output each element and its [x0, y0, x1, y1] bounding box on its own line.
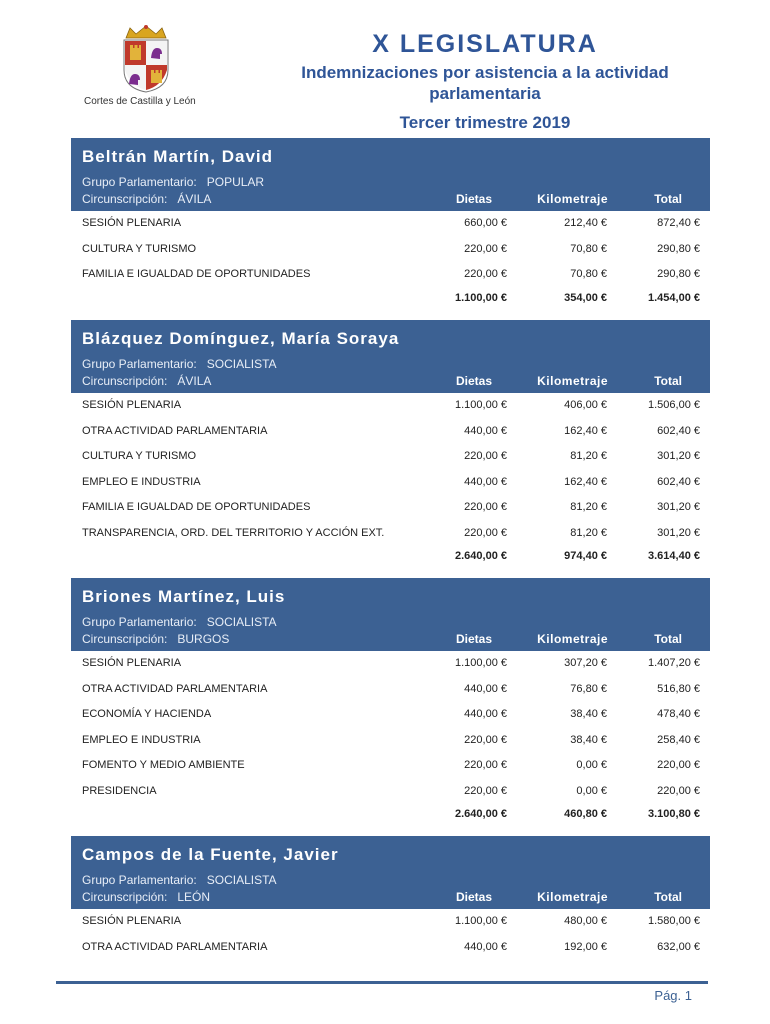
total-cell: 516,80 € — [657, 682, 700, 695]
deputy-block — [71, 836, 710, 960]
total-cell: 301,20 € — [657, 501, 700, 513]
km-cell: 81,20 € — [570, 450, 607, 462]
col-header-dietas: Dietas — [455, 192, 492, 206]
km-cell: 76,80 € — [570, 682, 607, 695]
total-total: 3.100,80 € — [648, 808, 700, 820]
km-cell: 0,00 € — [576, 784, 607, 797]
grupo-line — [82, 175, 264, 189]
concept-cell: CULTURA Y TURISMO — [82, 450, 197, 462]
km-cell: 192,00 € — [564, 940, 607, 953]
col-header-total: Total — [654, 890, 682, 904]
concept-cell: SESIÓN PLENARIA — [82, 217, 182, 229]
grupo-value: POPULAR — [206, 175, 265, 189]
col-header-kilometraje: Kilometraje — [537, 192, 608, 206]
table-row — [71, 702, 710, 728]
total-cell: 1.580,00 € — [648, 915, 700, 927]
deputy-header — [71, 138, 710, 211]
total-cell: 872,40 € — [657, 217, 700, 229]
subtitle-line: Indemnizaciones por asistencia a la actividad — [301, 63, 669, 82]
km-cell: 162,40 € — [564, 475, 607, 488]
total-total: 1.454,00 € — [648, 291, 700, 304]
dietas-cell: 440,00 € — [464, 682, 507, 695]
dietas-cell: 660,00 € — [464, 217, 507, 229]
km-cell: 38,40 € — [570, 708, 607, 720]
table-row — [71, 728, 710, 754]
page-title: X LEGISLATURA — [372, 30, 598, 58]
concept-cell: OTRA ACTIVIDAD PARLAMENTARIA — [82, 424, 268, 437]
document-subtitle — [270, 62, 700, 104]
dietas-cell: 220,00 € — [464, 242, 507, 255]
deputy-name: Campos de la Fuente, Javier — [82, 845, 339, 864]
col-header-total: Total — [654, 632, 682, 646]
col-header-dietas: Dietas — [455, 374, 492, 388]
circ-value: BURGOS — [177, 632, 230, 646]
col-header-kilometraje: Kilometraje — [537, 374, 608, 388]
grupo-label: Grupo Parlamentario: — [82, 175, 197, 189]
dietas-cell: 220,00 € — [464, 759, 507, 771]
concept-cell: CULTURA Y TURISMO — [82, 242, 197, 255]
total-cell: 478,40 € — [657, 708, 700, 720]
period-label: Tercer trimestre 2019 — [399, 113, 571, 132]
totals-row — [71, 288, 710, 310]
col-header-total: Total — [654, 192, 682, 206]
totals-row — [71, 546, 710, 568]
km-cell: 70,80 € — [570, 268, 607, 280]
col-header-dietas: Dietas — [455, 890, 492, 904]
grupo-line — [82, 357, 277, 371]
concept-cell: OTRA ACTIVIDAD PARLAMENTARIA — [82, 940, 268, 953]
grupo-line — [82, 615, 277, 629]
deputy-block — [71, 578, 710, 826]
km-cell: 212,40 € — [564, 217, 607, 229]
total-cell: 1.407,20 € — [648, 657, 700, 669]
km-cell: 480,00 € — [564, 915, 607, 927]
totals-row — [71, 804, 710, 826]
dietas-cell: 220,00 € — [464, 501, 507, 513]
km-cell: 307,20 € — [564, 657, 607, 669]
col-header-kilometraje: Kilometraje — [537, 890, 608, 904]
circ-line — [82, 374, 211, 388]
dietas-cell: 440,00 € — [464, 475, 507, 488]
col-header-total: Total — [654, 374, 682, 388]
total-cell: 602,40 € — [657, 424, 700, 437]
km-cell: 406,00 € — [564, 399, 607, 411]
concept-cell: FOMENTO Y MEDIO AMBIENTE — [82, 759, 245, 771]
total-cell: 301,20 € — [657, 450, 700, 462]
grupo-label: Grupo Parlamentario: — [82, 615, 197, 629]
grupo-value: SOCIALISTA — [206, 615, 277, 629]
circ-label: Circunscripción: — [82, 374, 168, 388]
col-header-kilometraje: Kilometraje — [537, 632, 608, 646]
table-row — [71, 935, 710, 961]
table-row — [71, 444, 710, 470]
dietas-cell: 220,00 € — [464, 784, 507, 797]
total-cell: 258,40 € — [657, 733, 700, 746]
km-cell: 162,40 € — [564, 424, 607, 437]
deputy-block — [71, 138, 710, 310]
subtitle-line: parlamentaria — [429, 84, 541, 103]
total-cell: 602,40 € — [657, 475, 700, 488]
concept-cell: EMPLEO E INDUSTRIA — [82, 733, 201, 746]
grupo-label: Grupo Parlamentario: — [82, 873, 197, 887]
km-cell: 38,40 € — [570, 733, 607, 746]
deputy-header — [71, 578, 710, 651]
dietas-cell: 1.100,00 € — [455, 399, 507, 411]
dietas-cell: 1.100,00 € — [455, 915, 507, 927]
deputy-name: Beltrán Martín, David — [82, 147, 274, 166]
concept-cell: FAMILIA E IGUALDAD DE OPORTUNIDADES — [82, 501, 311, 513]
total-cell: 220,00 € — [657, 784, 700, 797]
table-row — [71, 779, 710, 805]
total-km: 354,00 € — [564, 291, 607, 304]
deputy-header — [71, 320, 710, 393]
concept-cell: EMPLEO E INDUSTRIA — [82, 475, 201, 488]
table-row — [71, 211, 710, 237]
km-cell: 0,00 € — [576, 759, 607, 771]
table-row — [71, 262, 710, 288]
concept-cell: ECONOMÍA Y HACIENDA — [82, 708, 212, 720]
deputy-name: Blázquez Domínguez, María Soraya — [82, 329, 400, 348]
dietas-cell: 440,00 € — [464, 940, 507, 953]
km-cell: 81,20 € — [570, 526, 607, 539]
grupo-value: SOCIALISTA — [206, 873, 277, 887]
concept-cell: SESIÓN PLENARIA — [82, 399, 182, 411]
table-row — [71, 753, 710, 779]
dietas-cell: 220,00 € — [464, 526, 507, 539]
total-dietas: 2.640,00 € — [455, 550, 507, 562]
circ-label: Circunscripción: — [82, 192, 168, 206]
grupo-value: SOCIALISTA — [206, 357, 277, 371]
deputy-name: Briones Martínez, Luis — [82, 587, 286, 606]
total-cell: 290,80 € — [657, 268, 700, 280]
grupo-label: Grupo Parlamentario: — [82, 357, 197, 371]
concept-cell: PRESIDENCIA — [82, 784, 157, 797]
total-km: 974,40 € — [564, 550, 607, 562]
circ-label: Circunscripción: — [82, 890, 168, 904]
circ-line — [82, 192, 211, 206]
total-dietas: 2.640,00 € — [455, 808, 507, 820]
km-cell: 81,20 € — [570, 501, 607, 513]
table-row — [71, 651, 710, 677]
table-row — [71, 677, 710, 703]
total-cell: 290,80 € — [657, 242, 700, 255]
dietas-cell: 440,00 € — [464, 708, 507, 720]
table-row — [71, 909, 710, 935]
circ-value: ÁVILA — [177, 192, 212, 206]
circ-line — [82, 632, 229, 646]
concept-cell: FAMILIA E IGUALDAD DE OPORTUNIDADES — [82, 268, 311, 280]
circ-value: ÁVILA — [177, 374, 212, 388]
coat-of-arms-logo — [86, 24, 206, 94]
deputy-block — [71, 320, 710, 568]
total-cell: 632,00 € — [657, 940, 700, 953]
dietas-cell: 220,00 € — [464, 268, 507, 280]
total-km: 460,80 € — [564, 808, 607, 820]
table-row — [71, 521, 710, 547]
table-row — [71, 419, 710, 445]
coat-of-arms-icon — [116, 24, 176, 94]
table-row — [71, 470, 710, 496]
concept-cell: SESIÓN PLENARIA — [82, 657, 182, 669]
concept-cell: OTRA ACTIVIDAD PARLAMENTARIA — [82, 682, 268, 695]
logo-caption: Cortes de Castilla y León — [84, 96, 196, 107]
total-cell: 301,20 € — [657, 526, 700, 539]
dietas-cell: 1.100,00 € — [455, 657, 507, 669]
total-cell: 220,00 € — [657, 759, 700, 771]
dietas-cell: 220,00 € — [464, 733, 507, 746]
circ-value: LEÓN — [177, 890, 211, 904]
km-cell: 70,80 € — [570, 242, 607, 255]
dietas-cell: 440,00 € — [464, 424, 507, 437]
total-dietas: 1.100,00 € — [455, 291, 507, 304]
footer-divider — [56, 981, 708, 984]
dietas-cell: 220,00 € — [464, 450, 507, 462]
table-row — [71, 237, 710, 263]
table-row — [71, 495, 710, 521]
concept-cell: SESIÓN PLENARIA — [82, 915, 182, 927]
deputy-header — [71, 836, 710, 909]
concept-cell: TRANSPARENCIA, ORD. DEL TERRITORIO Y ACCIÓN EXT. — [82, 526, 385, 539]
page-number: Pág. 1 — [654, 988, 692, 1003]
total-cell: 1.506,00 € — [648, 399, 700, 411]
grupo-line — [82, 873, 277, 887]
col-header-dietas: Dietas — [455, 632, 492, 646]
circ-label: Circunscripción: — [82, 632, 168, 646]
circ-line — [82, 890, 210, 904]
table-row — [71, 393, 710, 419]
total-total: 3.614,40 € — [648, 550, 700, 562]
